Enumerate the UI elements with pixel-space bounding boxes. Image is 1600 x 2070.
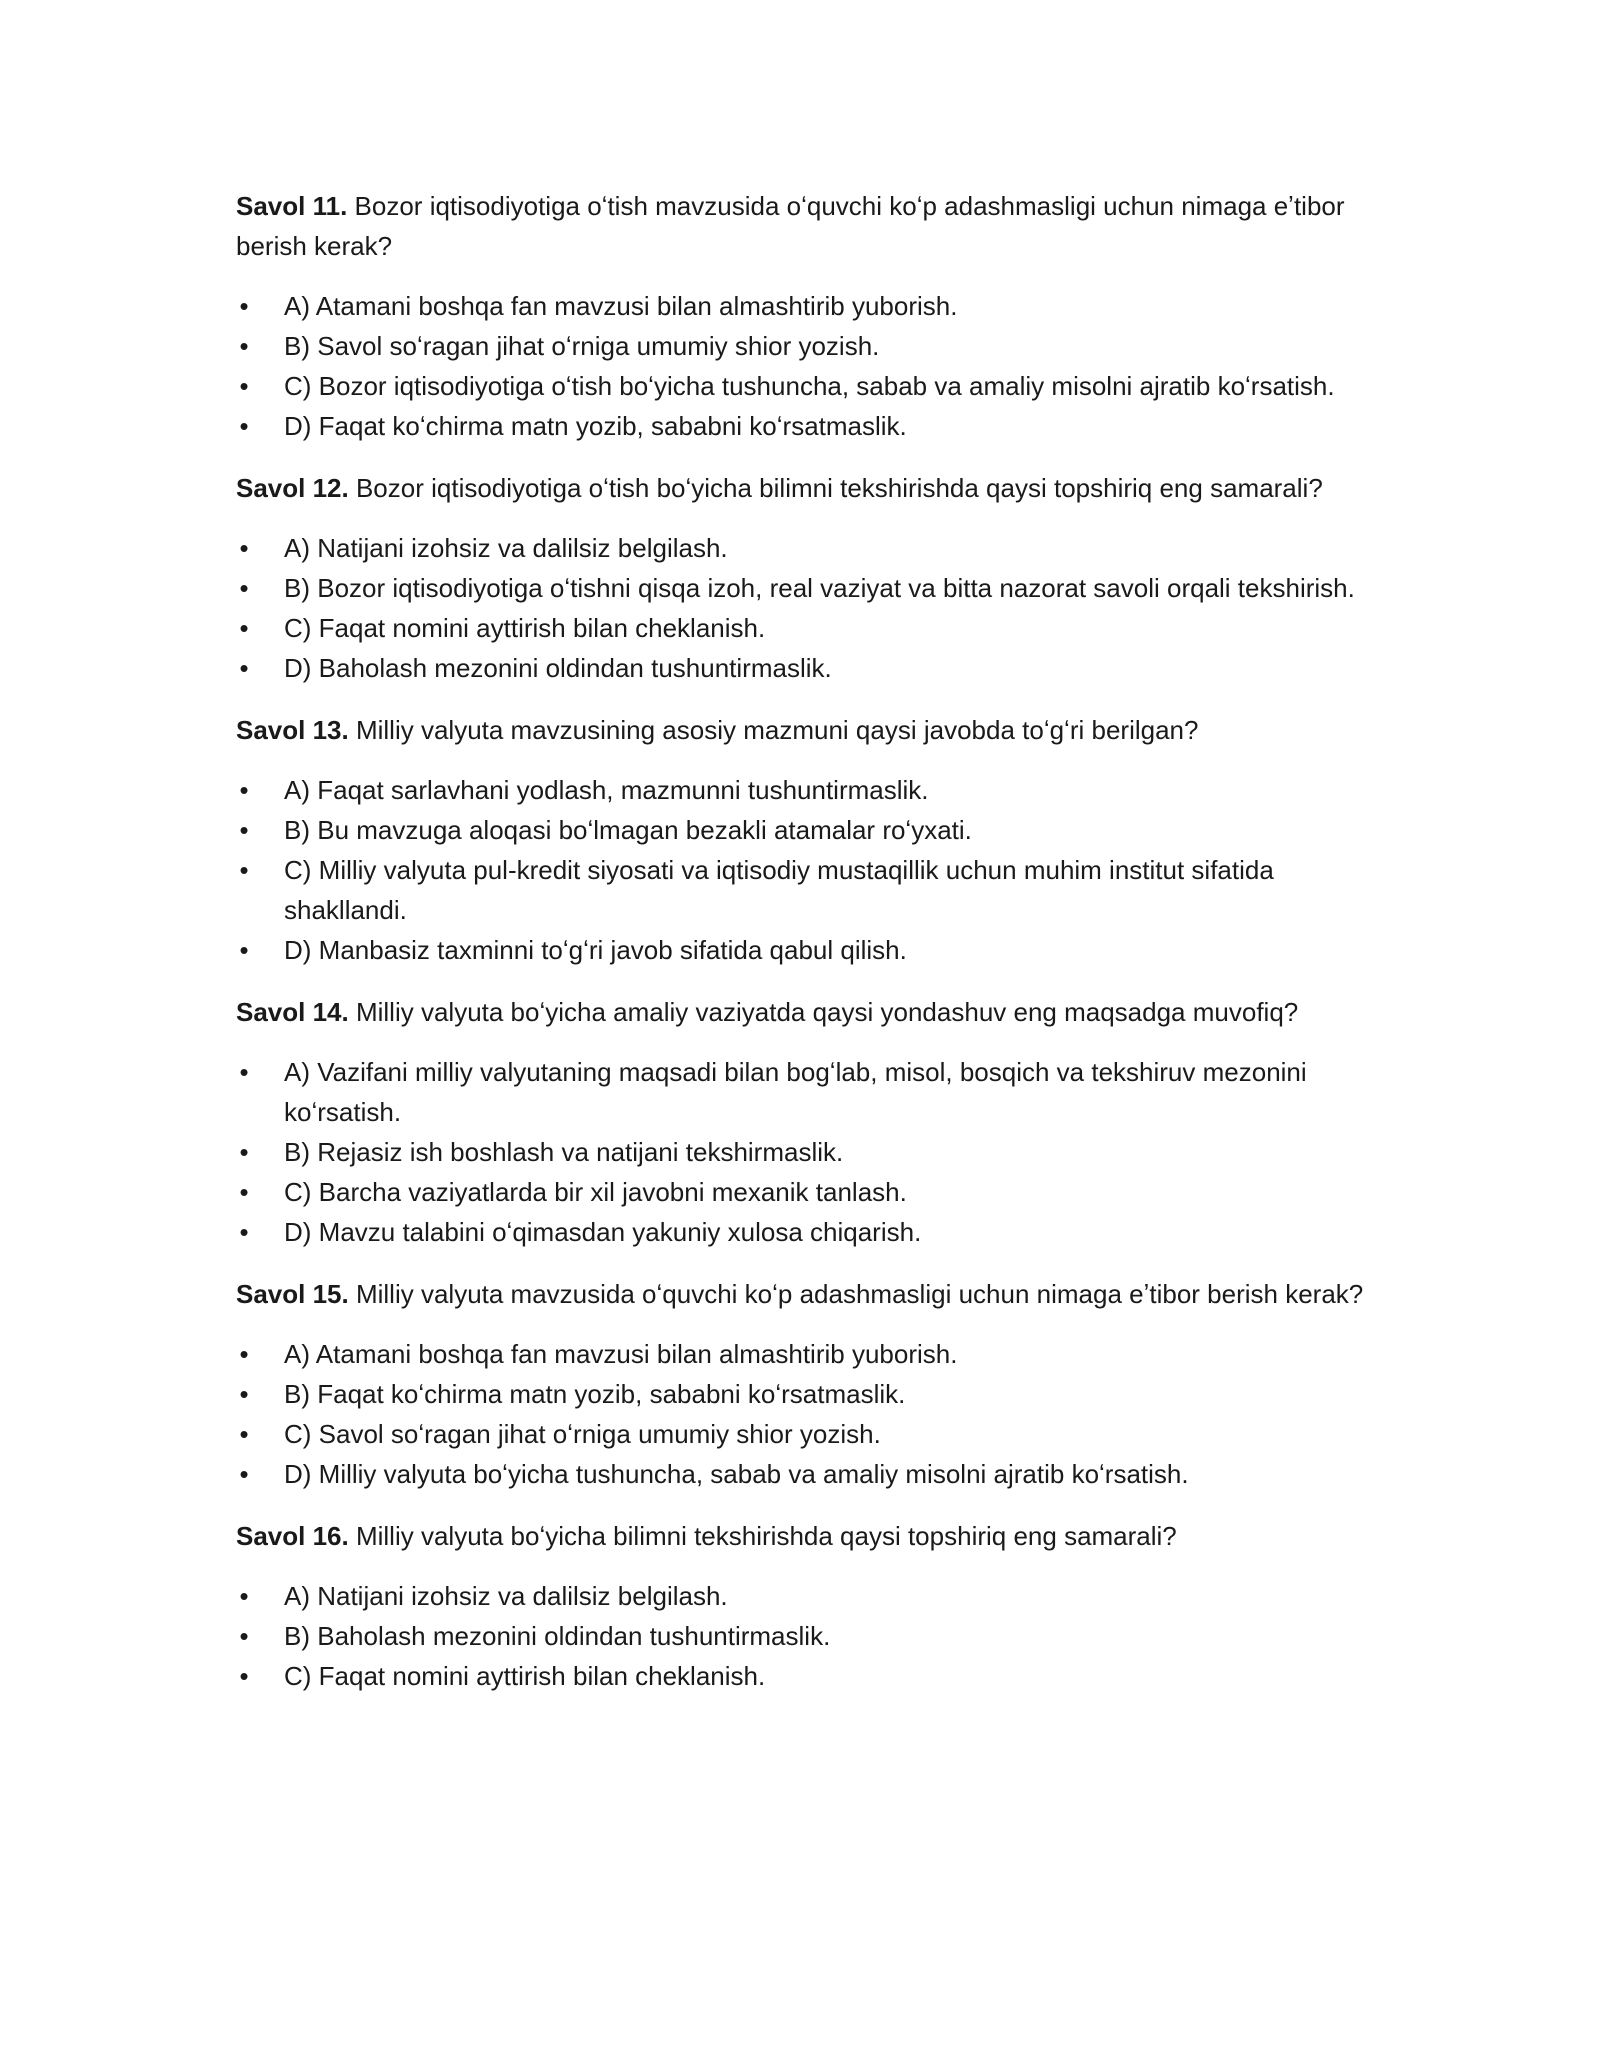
answer-option	[236, 810, 1366, 850]
bullet-icon: •	[239, 331, 249, 361]
answer-option	[236, 1616, 1366, 1656]
question-text	[236, 992, 1366, 1032]
bullet-icon: •	[239, 1057, 249, 1087]
question-text	[236, 1516, 1366, 1556]
question-15	[236, 1274, 1366, 1494]
question-12	[236, 468, 1366, 688]
bullet-icon: •	[239, 1137, 249, 1167]
answer-option	[236, 528, 1366, 568]
answer-text: D) Manbasiz taxminni toʻgʻri javob sifatida qabul qilish.	[284, 935, 907, 965]
answer-text: C) Savol soʻragan jihat oʻrniga umumiy shior yozish.	[284, 1419, 881, 1449]
answer-option	[236, 1212, 1366, 1252]
answer-text: C) Barcha vaziyatlarda bir xil javobni mexanik tanlash.	[284, 1177, 907, 1207]
question-14	[236, 992, 1366, 1252]
bullet-icon: •	[239, 291, 249, 321]
answer-text: A) Natijani izohsiz va dalilsiz belgilash.	[284, 533, 728, 563]
bullet-icon: •	[239, 1459, 249, 1489]
question-text	[236, 186, 1366, 266]
answer-text: A) Faqat sarlavhani yodlash, mazmunni tushuntirmaslik.	[284, 775, 929, 805]
bullet-icon: •	[239, 815, 249, 845]
answer-option	[236, 1454, 1366, 1494]
answer-option	[236, 1172, 1366, 1212]
answer-option	[236, 770, 1366, 810]
answer-text: A) Natijani izohsiz va dalilsiz belgilash.	[284, 1581, 728, 1611]
question-label: Savol 11.	[236, 191, 348, 221]
question-body: Bozor iqtisodiyotiga oʻtish mavzusida oʻquvchi koʻp adashmasligi uchun nimaga eʼtibor berish kerak?	[236, 191, 1345, 261]
answer-text: B) Bozor iqtisodiyotiga oʻtishni qisqa izoh, real vaziyat va bitta nazorat savoli orqali tekshirish.	[284, 573, 1355, 603]
answer-option	[236, 1414, 1366, 1454]
answer-text: B) Bu mavzuga aloqasi boʻlmagan bezakli atamalar roʻyxati.	[284, 815, 972, 845]
answer-option	[236, 1656, 1366, 1696]
question-label: Savol 13.	[236, 715, 349, 745]
answer-text: D) Milliy valyuta boʻyicha tushuncha, sabab va amaliy misolni ajratib koʻrsatish.	[284, 1459, 1189, 1489]
answer-text: C) Faqat nomini ayttirish bilan cheklanish.	[284, 1661, 766, 1691]
question-label: Savol 12.	[236, 473, 349, 503]
answer-text: D) Mavzu talabini oʻqimasdan yakuniy xulosa chiqarish.	[284, 1217, 922, 1247]
bullet-icon: •	[239, 411, 249, 441]
answer-option	[236, 1334, 1366, 1374]
answer-text: A) Vazifani milliy valyutaning maqsadi bilan bogʻlab, misol, bosqich va tekshiruv mezonini koʻrsatish.	[284, 1057, 1307, 1127]
answer-list	[236, 1052, 1366, 1252]
question-body: Milliy valyuta boʻyicha amaliy vaziyatda qaysi yondashuv eng maqsadga muvofiq?	[355, 997, 1299, 1027]
document-page	[236, 186, 1366, 1718]
answer-option	[236, 850, 1366, 930]
question-body: Milliy valyuta mavzusida oʻquvchi koʻp adashmasligi uchun nimaga eʼtibor berish kerak?	[355, 1279, 1364, 1309]
bullet-icon: •	[239, 1419, 249, 1449]
question-13	[236, 710, 1366, 970]
answer-text: C) Faqat nomini ayttirish bilan cheklanish.	[284, 613, 766, 643]
answer-option	[236, 1132, 1366, 1172]
answer-option	[236, 286, 1366, 326]
bullet-icon: •	[239, 935, 249, 965]
question-text	[236, 468, 1366, 508]
question-body: Bozor iqtisodiyotiga oʻtish boʻyicha bilimni tekshirishda qaysi topshiriq eng samarali?	[355, 473, 1323, 503]
answer-list	[236, 1576, 1366, 1696]
answer-option	[236, 406, 1366, 446]
bullet-icon: •	[239, 653, 249, 683]
answer-text: A) Atamani boshqa fan mavzusi bilan almashtirib yuborish.	[284, 291, 958, 321]
answer-text: B) Faqat koʻchirma matn yozib, sababni koʻrsatmaslik.	[284, 1379, 906, 1409]
bullet-icon: •	[239, 1661, 249, 1691]
bullet-icon: •	[239, 1581, 249, 1611]
bullet-icon: •	[239, 1177, 249, 1207]
answer-option	[236, 568, 1366, 608]
bullet-icon: •	[239, 775, 249, 805]
bullet-icon: •	[239, 613, 249, 643]
bullet-icon: •	[239, 1379, 249, 1409]
bullet-icon: •	[239, 1621, 249, 1651]
question-label: Savol 14.	[236, 997, 349, 1027]
answer-text: B) Baholash mezonini oldindan tushuntirmaslik.	[284, 1621, 831, 1651]
answer-option	[236, 326, 1366, 366]
answer-text: D) Baholash mezonini oldindan tushuntirmaslik.	[284, 653, 832, 683]
question-body: Milliy valyuta mavzusining asosiy mazmuni qaysi javobda toʻgʻri berilgan?	[355, 715, 1199, 745]
answer-option	[236, 1374, 1366, 1414]
question-text	[236, 1274, 1366, 1314]
answer-list	[236, 528, 1366, 688]
answer-option	[236, 608, 1366, 648]
answer-option	[236, 366, 1366, 406]
answer-option	[236, 930, 1366, 970]
answer-list	[236, 1334, 1366, 1494]
question-text	[236, 710, 1366, 750]
bullet-icon: •	[239, 573, 249, 603]
bullet-icon: •	[239, 533, 249, 563]
question-label: Savol 16.	[236, 1521, 349, 1551]
question-body: Milliy valyuta boʻyicha bilimni tekshirishda qaysi topshiriq eng samarali?	[355, 1521, 1177, 1551]
question-11	[236, 186, 1366, 446]
bullet-icon: •	[239, 855, 249, 885]
answer-option	[236, 1052, 1366, 1132]
answer-list	[236, 770, 1366, 970]
question-16	[236, 1516, 1366, 1696]
bullet-icon: •	[239, 1217, 249, 1247]
bullet-icon: •	[239, 1339, 249, 1369]
answer-text: D) Faqat koʻchirma matn yozib, sababni koʻrsatmaslik.	[284, 411, 907, 441]
answer-option	[236, 648, 1366, 688]
question-label: Savol 15.	[236, 1279, 349, 1309]
answer-text: A) Atamani boshqa fan mavzusi bilan almashtirib yuborish.	[284, 1339, 958, 1369]
answer-text: C) Bozor iqtisodiyotiga oʻtish boʻyicha tushuncha, sabab va amaliy misolni ajratib koʻrsatish.	[284, 371, 1335, 401]
bullet-icon: •	[239, 371, 249, 401]
answer-list	[236, 286, 1366, 446]
answer-text: C) Milliy valyuta pul-kredit siyosati va iqtisodiy mustaqillik uchun muhim institut sifatida shakllandi.	[284, 855, 1274, 925]
answer-text: B) Rejasiz ish boshlash va natijani tekshirmaslik.	[284, 1137, 844, 1167]
answer-text: B) Savol soʻragan jihat oʻrniga umumiy shior yozish.	[284, 331, 880, 361]
answer-option	[236, 1576, 1366, 1616]
